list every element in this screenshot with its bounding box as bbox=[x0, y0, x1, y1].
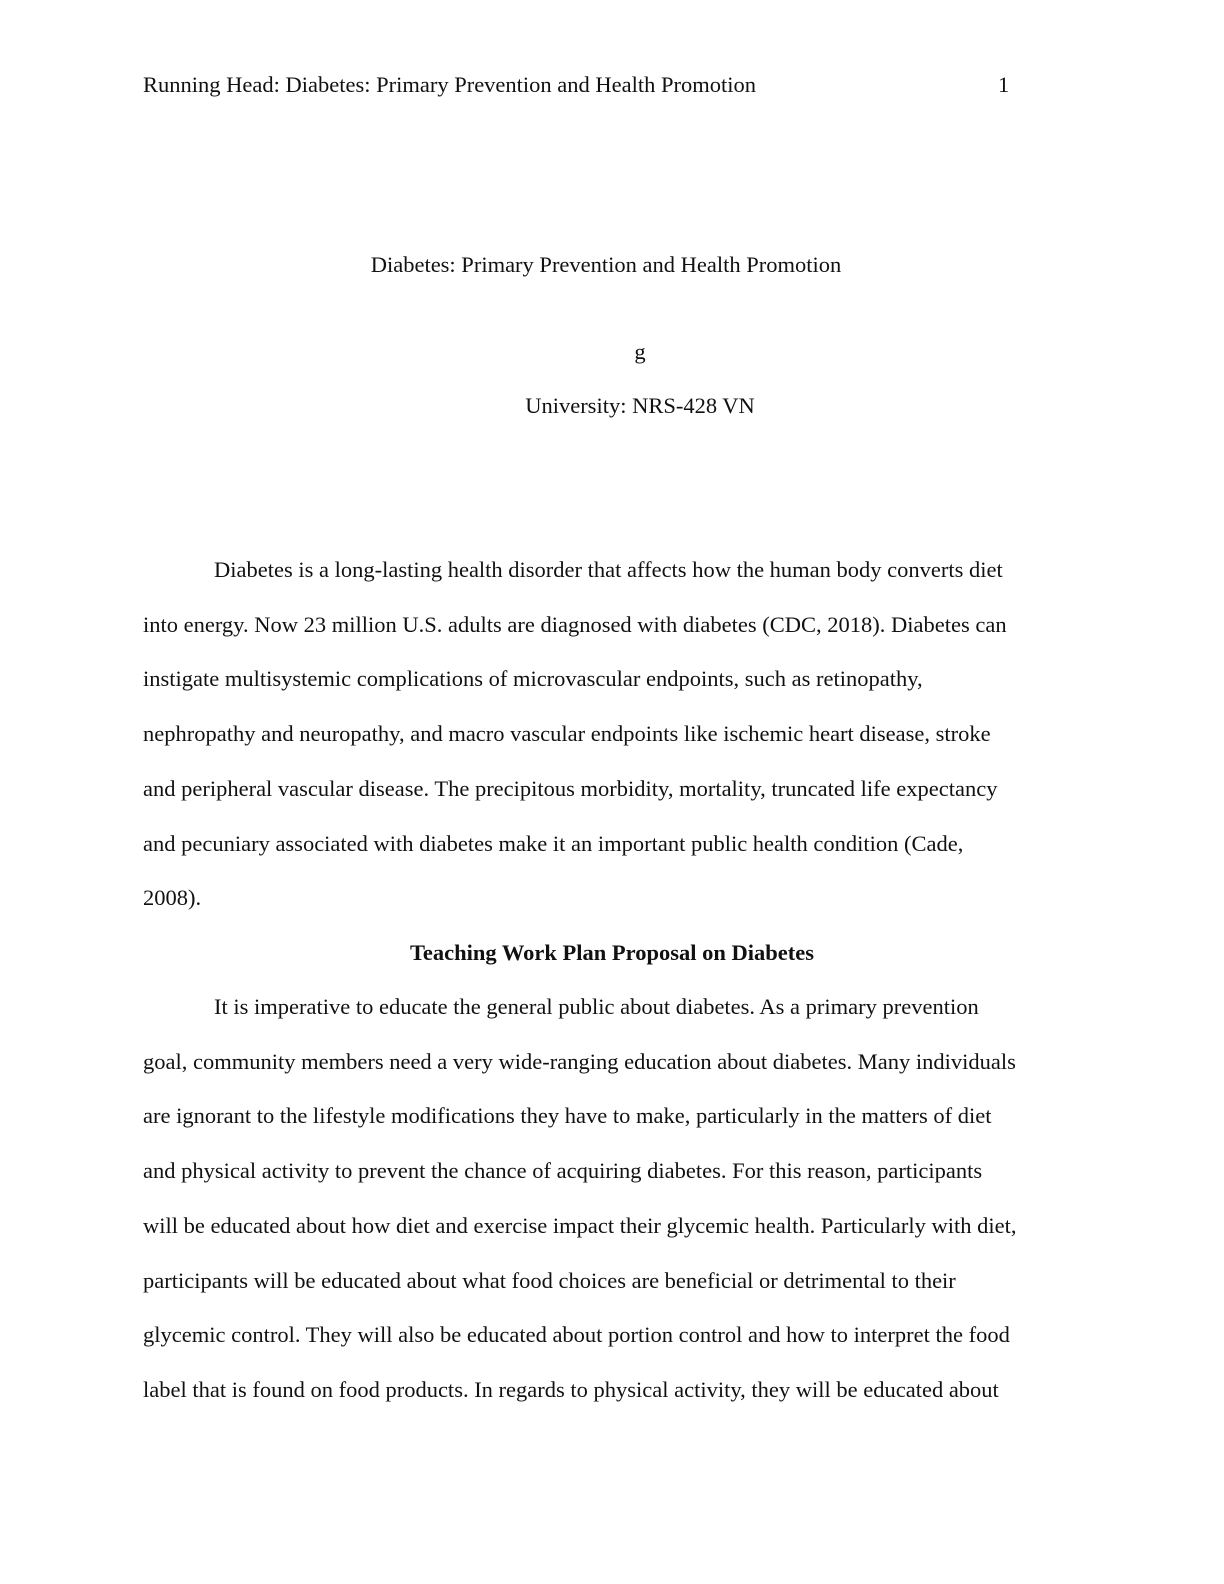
paragraph-line: glycemic control. They will also be educated about portion control and how to interpret the food bbox=[143, 1322, 1010, 1348]
paragraph-line: instigate multisystemic complications of microvascular endpoints, such as retinopathy, bbox=[143, 666, 923, 692]
page-number: 1 bbox=[998, 72, 1010, 97]
paragraph-line: and pecuniary associated with diabetes make it an important public health condition (Cade, bbox=[143, 830, 964, 856]
institution: University: NRS-428 VN bbox=[525, 393, 755, 418]
paragraph-intro bbox=[143, 543, 1007, 926]
paragraph-line: goal, community members need a very wide-ranging education about diabetes. Many individuals bbox=[143, 1048, 1016, 1074]
paragraph-line: and peripheral vascular disease. The precipitous morbidity, mortality, truncated life expectancy bbox=[143, 775, 998, 801]
paragraph-line: It is imperative to educate the general public about diabetes. As a primary prevention bbox=[214, 994, 979, 1019]
running-head: Running Head: Diabetes: Primary Prevention and Health Promotion bbox=[143, 72, 757, 97]
paragraph-line: label that is found on food products. In regards to physical activity, they will be educated about bbox=[143, 1376, 999, 1402]
paragraph-line: into energy. Now 23 million U.S. adults are diagnosed with diabetes (CDC, 2018). Diabetes can bbox=[143, 611, 1007, 637]
paragraph-teaching-plan bbox=[143, 980, 1016, 1418]
section-heading: Teaching Work Plan Proposal on Diabetes bbox=[409, 940, 815, 965]
paragraph-line: nephropathy and neuropathy, and macro vascular endpoints like ischemic heart disease, stroke bbox=[143, 721, 991, 747]
paragraph-line: 2008). bbox=[143, 885, 202, 911]
paragraph-line: will be educated about how diet and exercise impact their glycemic health. Particularly with diet, bbox=[143, 1212, 1017, 1238]
paragraph-line: participants will be educated about what food choices are beneficial or detrimental to their bbox=[143, 1267, 956, 1293]
paragraph-line: are ignorant to the lifestyle modifications they have to make, particularly in the matters of diet bbox=[143, 1103, 992, 1129]
paragraph-line: Diabetes is a long-lasting health disorder that affects how the human body converts diet bbox=[214, 557, 1003, 582]
paragraph-line: and physical activity to prevent the chance of acquiring diabetes. For this reason, participants bbox=[143, 1158, 983, 1184]
author-name: g bbox=[634, 339, 646, 364]
paper-title: Diabetes: Primary Prevention and Health Promotion bbox=[370, 252, 842, 277]
